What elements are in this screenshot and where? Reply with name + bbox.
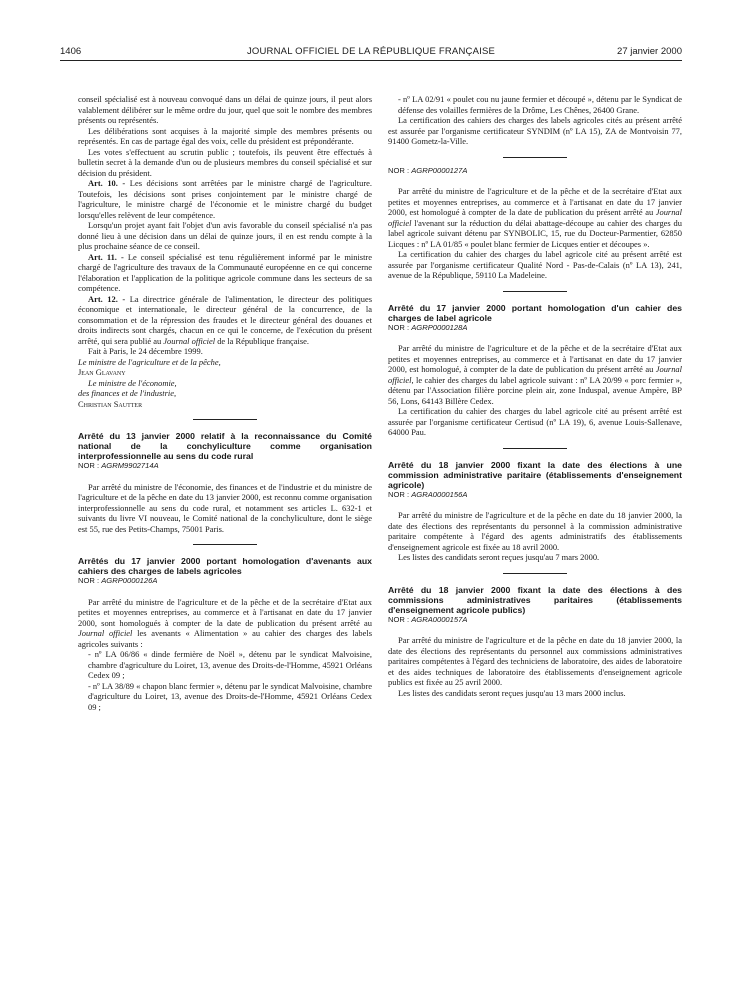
article-text: de la République française. xyxy=(215,335,310,346)
signature-role xyxy=(78,388,372,399)
article-text: Les décisions sont arrêtées par le ministre chargé de l'agriculture. Toutefois, les décisions sont prises conjointement par le ministre chargé de l'agriculture, le ministre chargé de l'économie et le ministre chargé du budget lorsqu'elles relèvent de leur compétence. xyxy=(78,178,372,220)
page-number: 1406 xyxy=(60,46,82,57)
journal-reference: Journal officiel xyxy=(388,364,682,385)
signature-role xyxy=(78,357,372,368)
paragraph: La certification des cahiers des charges des labels agricoles cités au présent arrêté est assurée par l'organisme certificateur SYNDIM (nº LA 15), ZA de Montvoisin 77, 91400 Gometz-la-Ville. xyxy=(388,115,682,146)
journal-reference: Journal officiel xyxy=(163,335,216,346)
section-title: Arrêté du 18 janvier 2000 fixant la date des élections à des commissions administratives paritaires (établissements d'enseignement agricole publics) xyxy=(388,584,682,615)
signature-name: Jean Glavany xyxy=(78,367,126,377)
list-item: - nº LA 02/91 « poulet cou nu jaune fermier et découpé », détenu par le Syndicat de défense des volailles fermières de la Drôme, Les Chênes, 26400 Grane. xyxy=(398,94,682,115)
paragraph xyxy=(78,597,372,650)
paragraph: Les listes des candidats seront reçues jusqu'au 7 mars 2000. xyxy=(398,552,600,562)
article-label: Art. 12. - xyxy=(88,293,126,304)
journal-reference: Journal officiel xyxy=(388,207,682,228)
paragraph: Lorsqu'un projet ayant fait l'objet d'un avis favorable du conseil spécialisé n'a pas donné lieu à une décision dans un délai de quinze jours, il en est rendu compte à la plus prochaine séance de ce conseil. xyxy=(78,220,372,251)
role-text: Le ministre de l'économie, xyxy=(88,377,177,388)
page-header xyxy=(60,44,682,61)
nor-label: NOR : xyxy=(78,461,100,470)
section-title: Arrêté du 17 janvier 2000 portant homologation d'un cahier des charges de label agricole xyxy=(388,302,682,323)
paragraph: Les délibérations sont acquises à la majorité simple des membres présents ou représentés. En cas de partage égal des voix, celle du président est prépondérante. xyxy=(78,125,372,146)
paragraph: La certification du cahier des charges du label agricole cité au présent arrêté est assurée par l'organisme certificateur Qualité Nord - Pas-de-Calais (nº LA 13), 241, avenue de la République, 59110 La Madeleine. xyxy=(388,249,682,280)
text: , le cahier des charges du label agricole suivant : nº LA 20/99 « porc fermier », détenu par l'Association filière porcine plein air, zone Induspal, avenue Ampère, BP 56, Lons, 64143 Billère Cedex. xyxy=(388,374,682,406)
nor-label: NOR : xyxy=(78,576,100,585)
role-text: des finances et de l'industrie, xyxy=(78,388,177,398)
nor-reference xyxy=(78,461,372,472)
nor-label: NOR : xyxy=(388,489,410,499)
paragraph: Les votes s'effectuent au scrutin public ; toutefois, ils peuvent être effectués à bulletin secret à la demande d'un ou de plusieurs membres du conseil spécialisé et sur décision du président. xyxy=(78,146,372,178)
text: les avenants « Alimentation » au cahier des charges des labels agricoles suivants : xyxy=(78,628,373,649)
issue-date: 27 janvier 2000 xyxy=(617,46,682,57)
signature-role xyxy=(78,378,372,389)
nor-reference xyxy=(388,615,682,626)
role-text: Le ministre de l'agriculture et de la pêche, xyxy=(78,356,221,367)
journal-reference: Journal officiel xyxy=(78,628,133,638)
section-title: Arrêté du 18 janvier 2000 fixant la date des élections à une commission administrative paritaire (établissements d'enseignement agricole) xyxy=(388,459,682,490)
nor-reference xyxy=(388,323,682,334)
nor-reference xyxy=(78,576,372,587)
paragraph: conseil spécialisé est à nouveau convoqué dans un délai de quinze jours, il peut alors valablement délibérer sur le même ordre du jour, quel que soit le nombre des membres présents ou représentés. xyxy=(78,94,372,125)
nor-code: AGRP0000127A xyxy=(411,165,468,175)
nor-label: NOR : xyxy=(388,614,410,624)
text: l'avenant sur la réduction du délai abattage-découpe au cahier des charges du label agricole suivant détenu par SYNBOLIC, 15, rue du Docteur-Parmentier, 62850 Licques : nº LA 01/85 « poulet blanc fermier de Licques entier et découpes ». xyxy=(388,217,682,249)
paragraph: Par arrêté du ministre de l'agriculture et de la pêche en date du 18 janvier 2000, la date des élections des représentants du personnel aux commissions administratives paritaires compétentes à l'égard des techniciens de laboratoire, des aides de laboratoire et des aides techniques de laboratoire des établissements d'enseignement agricole publics est fixée au 25 avril 2000. xyxy=(388,635,682,687)
done-at: Fait à Paris, le 24 décembre 1999. xyxy=(88,346,203,356)
paragraph xyxy=(388,186,682,249)
nor-code: AGRP0000126A xyxy=(101,576,158,585)
section-title: Arrêtés du 17 janvier 2000 portant homologation d'avenants aux cahiers des charges de labels agricoles xyxy=(78,556,372,576)
paragraph: Les listes des candidats seront reçues jusqu'au 13 mars 2000 inclus. xyxy=(398,687,626,698)
article-label: Art. 11. - xyxy=(88,251,124,262)
text: Par arrêté du ministre de l'agriculture et de la pêche et de la secrétaire d'Etat aux petites et moyennes entreprises, au commerce et à l'artisanat en date du 17 janvier 2000, est homologué à compter de la date de publication du présent arrêté au xyxy=(388,186,682,217)
nor-reference xyxy=(388,166,682,177)
list-item: - nº LA 38/89 « chapon blanc fermier », détenu par le syndicat Malvoisine, chambre d'agriculture du Loiret, 13, avenue des Droits-de-l'Homme, 45921 Orléans Cedex 09 ; xyxy=(88,680,372,712)
nor-reference xyxy=(388,490,682,501)
left-column xyxy=(78,94,372,712)
article-12 xyxy=(78,294,372,347)
right-column xyxy=(388,94,682,698)
article-10 xyxy=(78,178,372,220)
text: Par arrêté du ministre de l'agriculture et de la pêche et de la secrétaire d'Etat aux petites et moyennes entreprises, au commerce et à l'artisanat en date du 17 janvier 2000, sont homologués à compter de la date de publication du présent arrêté au xyxy=(78,596,372,628)
list-item: - nº LA 06/86 « dinde fermière de Noël », détenu par le syndicat Malvoisine, chambre d'agriculture du Loiret, 13, avenue des Droits-de-l'Homme, 45921 Orléans Cedex 09 ; xyxy=(88,649,372,680)
text: Par arrêté du ministre de l'agriculture et de la pêche et de la secrétaire d'Etat aux petites et moyennes entreprises, au commerce et à l'artisanat en date du 17 janvier 2000, est homologué, à compter de la date de publication du présent arrêté au xyxy=(388,343,682,374)
article-text: La directrice générale de l'alimentation, le directeur des politiques économique et internationale, le directeur général de la concurrence, de la consommation et de la répression des fraudes et le directeur général des douanes et droits indirects sont chargés, chacun en ce qui le concerne, de l'exécution du présent arrêté, qui sera publié au xyxy=(78,293,372,346)
section-title: Arrêté du 13 janvier 2000 relatif à la reconnaissance du Comité national de la conchyliculture comme organisation interprofessionnelle au sens du code rural xyxy=(78,431,372,461)
paragraph: Par arrêté du ministre de l'agriculture et de la pêche en date du 18 janvier 2000, la date des élections des représentants du personnel à la commission administrative paritaire compétente à l'égard des agents administratifs des établissements d'enseignement agricole est fixée au 18 avril 2000. xyxy=(388,510,682,552)
nor-code: AGRA0000157A xyxy=(411,614,468,624)
nor-code: AGRM9902714A xyxy=(101,461,159,470)
signature-name: Christian Sautter xyxy=(78,398,143,409)
nor-label: NOR : xyxy=(388,165,410,175)
nor-code: AGRP0000128A xyxy=(411,322,468,332)
journal-title: JOURNAL OFFICIEL DE LA RÉPUBLIQUE FRANÇAISE xyxy=(246,46,496,57)
paragraph: La certification du cahier des charges du label agricole cité au présent arrêté est assurée par l'organisme certificateur Certisud (nº LA 19), 6, avenue Louis-Sallenave, 64000 Pau. xyxy=(388,406,682,437)
article-11 xyxy=(78,252,372,294)
nor-code: AGRA0000156A xyxy=(411,489,468,499)
article-label: Art. 10. - xyxy=(88,178,126,188)
nor-label: NOR : xyxy=(388,322,410,332)
paragraph xyxy=(388,343,682,406)
paragraph: Par arrêté du ministre de l'économie, des finances et de l'industrie et du ministre de l'agriculture et de la pêche en date du 13 janvier 2000, est reconnu comme organisation interprofessionnelle au sens du code rural, et notamment ses articles L. 632-1 et suivants du livre VI nouveau, le Comité national de la conchyliculture, dont le siège est 55, rue des Petits-Champs, 75001 Paris. xyxy=(78,481,372,534)
article-text: Le conseil spécialisé est tenu régulièrement informé par le ministre chargé de l'agriculture des travaux de la Communauté européenne en ce qui concerne l'élaboration et l'application de la politique agricole commune dans les secteurs de sa compétence. xyxy=(78,251,372,293)
